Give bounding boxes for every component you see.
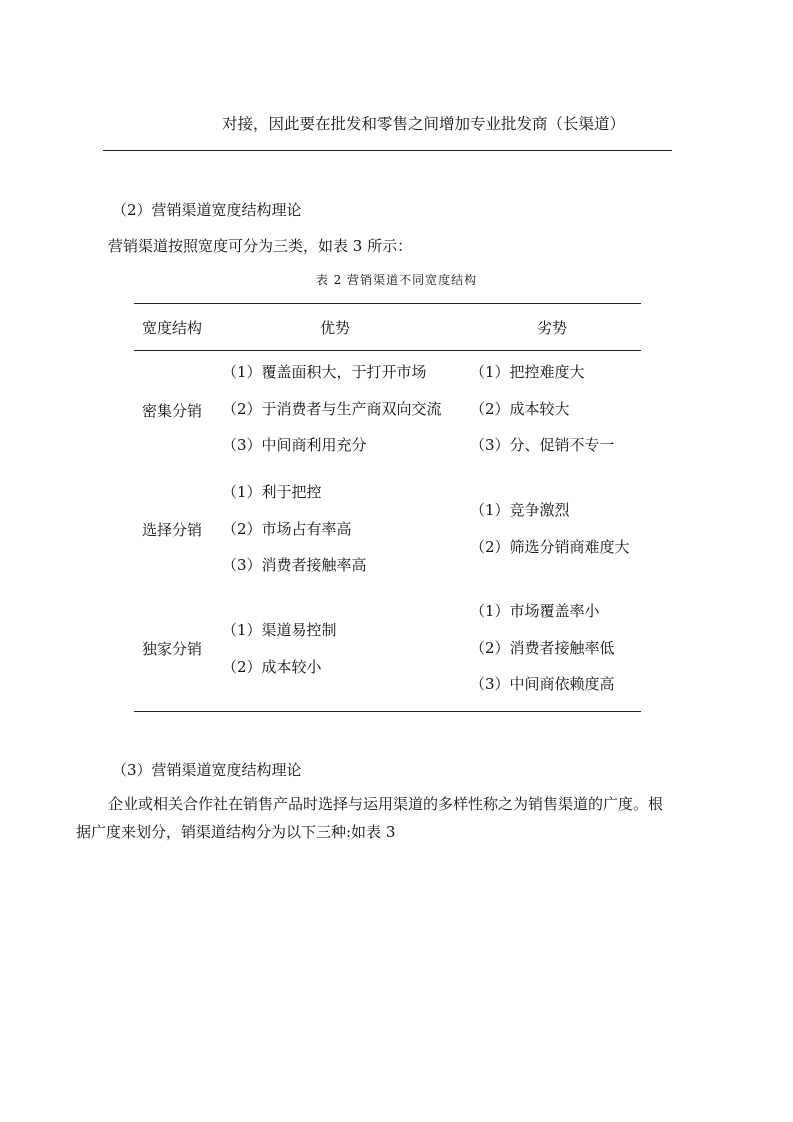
- row-label-intensive: 密集分销: [142, 402, 203, 420]
- row-selective-advantages: [222, 481, 367, 591]
- section-heading: （2）营销渠道宽度结构理论: [112, 201, 302, 219]
- list-item: （2）成本较大: [470, 399, 570, 418]
- list-item: （2）市场占有率高: [222, 519, 352, 538]
- list-item: （2）于消费者与生产商双向交流: [222, 399, 442, 418]
- list-item: （1）市场覆盖率小: [470, 602, 600, 620]
- table-header-advantages: 优势: [320, 319, 351, 337]
- list-item: （3）分、促销不专一: [470, 436, 615, 454]
- section-intro: 营销渠道按照宽度可分为三类，如表 3 所示：: [108, 237, 413, 255]
- list-item: （1）覆盖面积大，于打开市场: [222, 363, 427, 381]
- table-header-disadvantages: 劣势: [537, 319, 568, 337]
- row-label-selective: 选择分销: [142, 521, 203, 539]
- paragraph-line: 据广度来划分，销渠道结构分为以下三种:如表 3: [76, 823, 396, 841]
- row-exclusive-disadvantages: [470, 600, 615, 710]
- list-item: （1）竞争激烈: [470, 501, 570, 519]
- row-label-exclusive: 独家分销: [142, 640, 203, 658]
- table-caption: 表 2 营销渠道不同宽度结构: [315, 273, 478, 287]
- list-item: （3）中间商利用充分: [222, 436, 367, 454]
- list-item: （3）消费者接触率高: [222, 556, 367, 574]
- list-item: （2）筛选分销商难度大: [470, 537, 630, 556]
- header-rule: [134, 350, 641, 351]
- row-selective-disadvantages: [470, 499, 630, 572]
- list-item: （2）成本较小: [222, 657, 322, 676]
- channel-width-table: [134, 303, 641, 712]
- paragraph-line: 企业或相关合作社在销售产品时选择与运用渠道的多样性称之为销售渠道的广度。根: [108, 795, 664, 813]
- list-item: （1）渠道易控制: [222, 621, 337, 639]
- section-heading: （3）营销渠道宽度结构理论: [112, 761, 302, 779]
- list-item: （1）把控难度大: [470, 363, 585, 381]
- continued-text-line: 对接，因此要在批发和零售之间增加专业批发商（长渠道）: [222, 115, 626, 133]
- list-item: （1）利于把控: [222, 483, 322, 501]
- list-item: （3）中间商依赖度高: [470, 675, 615, 693]
- table-header-width: 宽度结构: [142, 319, 203, 337]
- horizontal-rule: [103, 150, 672, 151]
- row-intensive-disadvantages: [470, 361, 615, 471]
- row-intensive-advantages: [222, 361, 442, 471]
- list-item: （2）消费者接触率低: [470, 638, 615, 657]
- row-exclusive-advantages: [222, 619, 337, 692]
